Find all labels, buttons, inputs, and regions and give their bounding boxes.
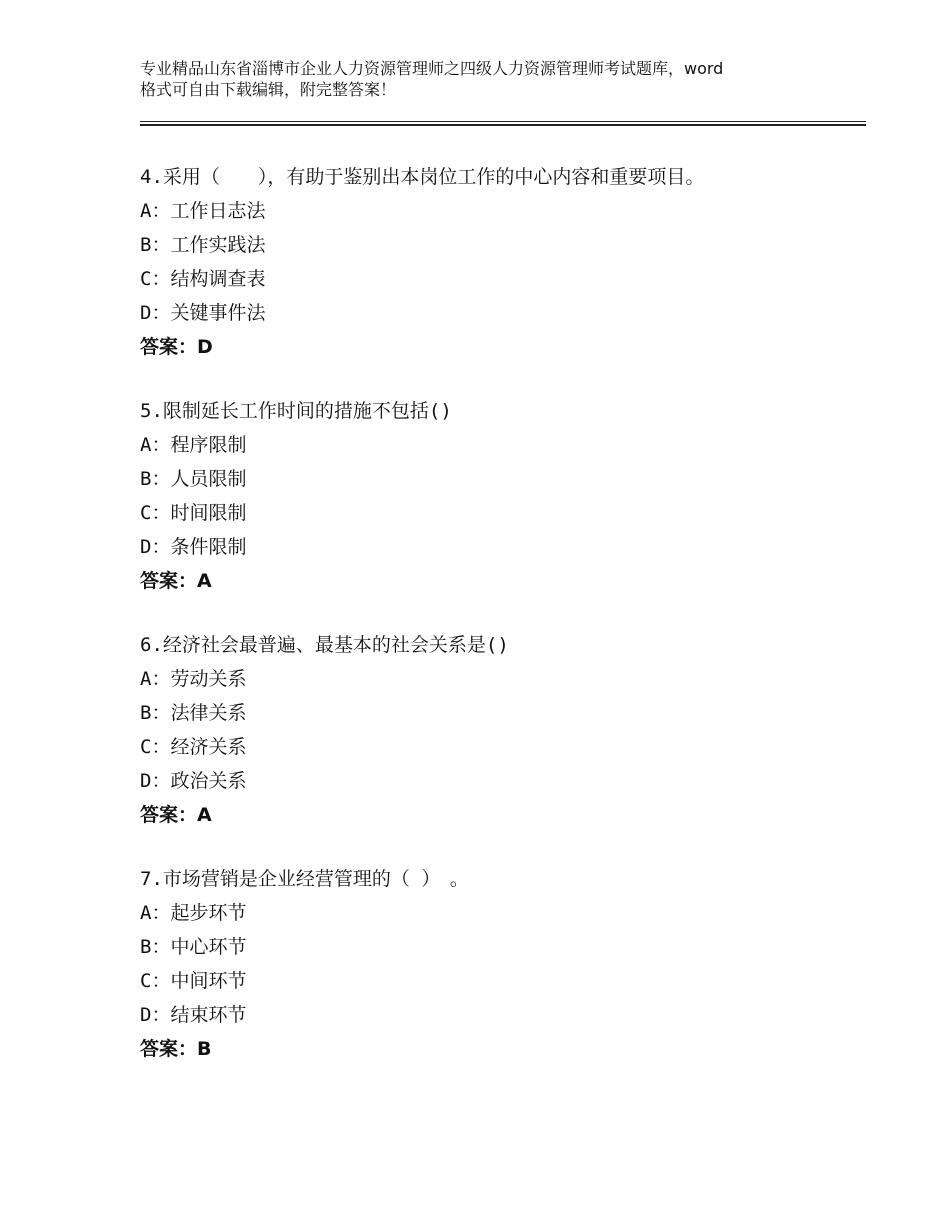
answer: 答案：A — [140, 804, 212, 826]
option-c: C：时间限制 — [140, 502, 247, 524]
question-stem: 4.采用（ ），有助于鉴别出本岗位工作的中心内容和重要项目。 — [140, 166, 705, 188]
question-stem: 5.限制延长工作时间的措施不包括() — [140, 400, 452, 422]
option-a: A：劳动关系 — [140, 668, 247, 690]
option-c: C：中间环节 — [140, 970, 247, 992]
answer: 答案：A — [140, 570, 212, 592]
option-c: C：经济关系 — [140, 736, 247, 758]
option-d: D：条件限制 — [140, 536, 247, 558]
question-6 — [140, 628, 860, 832]
option-d: D：关键事件法 — [140, 302, 266, 324]
header-line-1: 专业精品山东省淄博市企业人力资源管理师之四级人力资源管理师考试题库，word — [140, 59, 724, 78]
document-header — [140, 58, 840, 100]
option-a: A：程序限制 — [140, 434, 247, 456]
question-7 — [140, 862, 860, 1066]
option-b: B：中心环节 — [140, 936, 247, 958]
question-5 — [140, 394, 860, 598]
option-a: A：工作日志法 — [140, 200, 266, 222]
question-list — [140, 160, 860, 1096]
option-c: C：结构调查表 — [140, 268, 266, 290]
option-b: B：工作实践法 — [140, 234, 266, 256]
answer: 答案：B — [140, 1038, 212, 1060]
question-stem: 6.经济社会最普遍、最基本的社会关系是() — [140, 634, 509, 656]
header-divider — [140, 121, 866, 122]
question-4 — [140, 160, 860, 364]
option-d: D：政治关系 — [140, 770, 247, 792]
option-a: A：起步环节 — [140, 902, 247, 924]
question-stem: 7.市场营销是企业经营管理的（ ） 。 — [140, 868, 469, 890]
option-b: B：法律关系 — [140, 702, 247, 724]
option-d: D：结束环节 — [140, 1004, 247, 1026]
header-line-2: 格式可自由下载编辑，附完整答案！ — [140, 80, 397, 99]
answer: 答案：D — [140, 336, 213, 358]
header-divider-thick — [140, 124, 866, 126]
option-b: B：人员限制 — [140, 468, 247, 490]
